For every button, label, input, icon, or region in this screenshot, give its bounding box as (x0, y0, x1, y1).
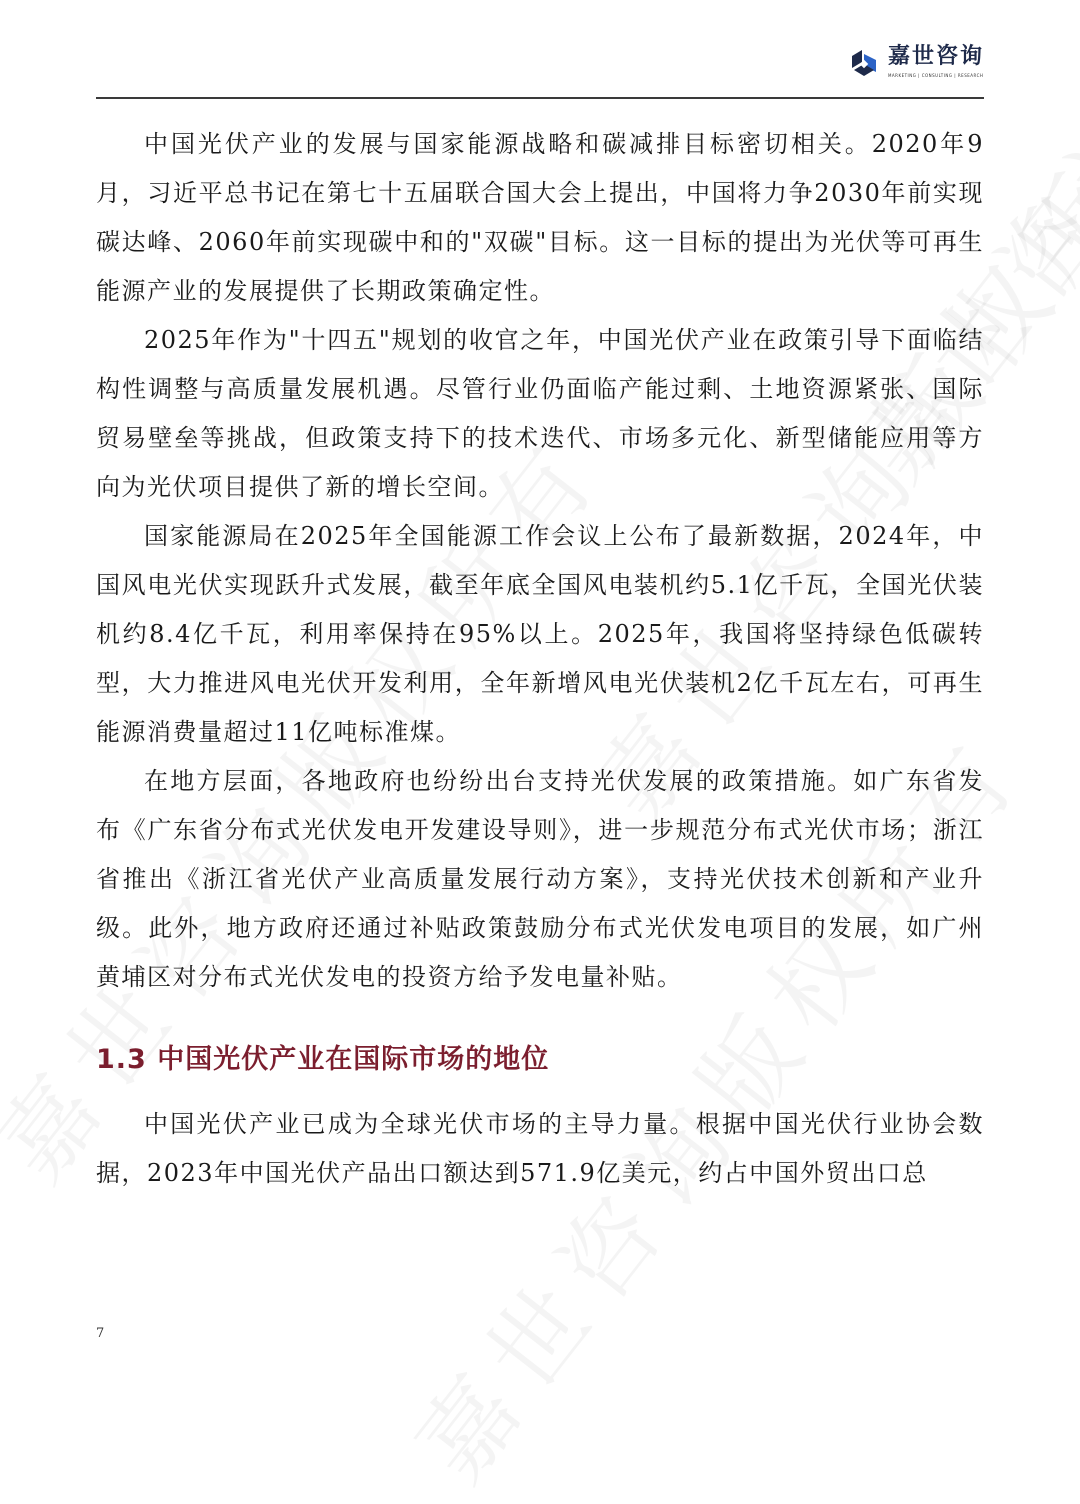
logo-name: 嘉世咨询 (887, 44, 984, 69)
page-content (96, 120, 984, 1198)
page-header (96, 0, 984, 99)
body-paragraph: 国家能源局在2025年全国能源工作会议上公布了最新数据，2024年，中国风电光伏实现跃升式发展，截至年底全国风电装机约5.1亿千瓦，全国光伏装机约8.4亿千瓦，利用率保持在95%以上。2025年，我国将坚持绿色低碳转型，大力推进风电光伏开发利用，全年新增风电光伏装机2亿千瓦左右，可再生能源消费量超过11亿吨标准煤。 (96, 522, 984, 746)
logo-mark-icon (848, 48, 880, 80)
company-logo (848, 44, 984, 80)
logo-tagline: MARKETING | CONSULTING | RESEARCH (887, 73, 984, 78)
section-heading: 1.3 中国光伏产业在国际市场的地位 (96, 1044, 550, 1075)
body-paragraph: 在地方层面，各地政府也纷纷出台支持光伏发展的政策措施。如广东省发布《广东省分布式光伏发电开发建设导则》，进一步规范分布式光伏市场；浙江省推出《浙江省光伏产业高质量发展行动方案》，支持光伏技术创新和产业升级。此外，地方政府还通过补贴政策鼓励分布式光伏发电项目的发展，如广州黄埔区对分布式光伏发电的投资方给予发电量补贴。 (96, 767, 984, 991)
page-number: 7 (96, 1326, 105, 1341)
body-paragraph: 2025年作为"十四五"规划的收官之年，中国光伏产业在政策引导下面临结构性调整与高质量发展机遇。尽管行业仍面临产能过剩、土地资源紧张、国际贸易壁垒等挑战，但政策支持下的技术迭代、市场多元化、新型储能应用等方向为光伏项目提供了新的增长空间。 (96, 326, 984, 501)
body-paragraph: 中国光伏产业的发展与国家能源战略和碳减排目标密切相关。2020年9月，习近平总书记在第七十五届联合国大会上提出，中国将力争2030年前实现碳达峰、2060年前实现碳中和的"双碳"目标。这一目标的提出为光伏等可再生能源产业的发展提供了长期政策确定性。 (96, 130, 984, 305)
body-paragraph: 中国光伏产业已成为全球光伏市场的主导力量。根据中国光伏行业协会数据，2023年中国光伏产品出口额达到571.9亿美元，约占中国外贸出口总 (96, 1110, 984, 1187)
